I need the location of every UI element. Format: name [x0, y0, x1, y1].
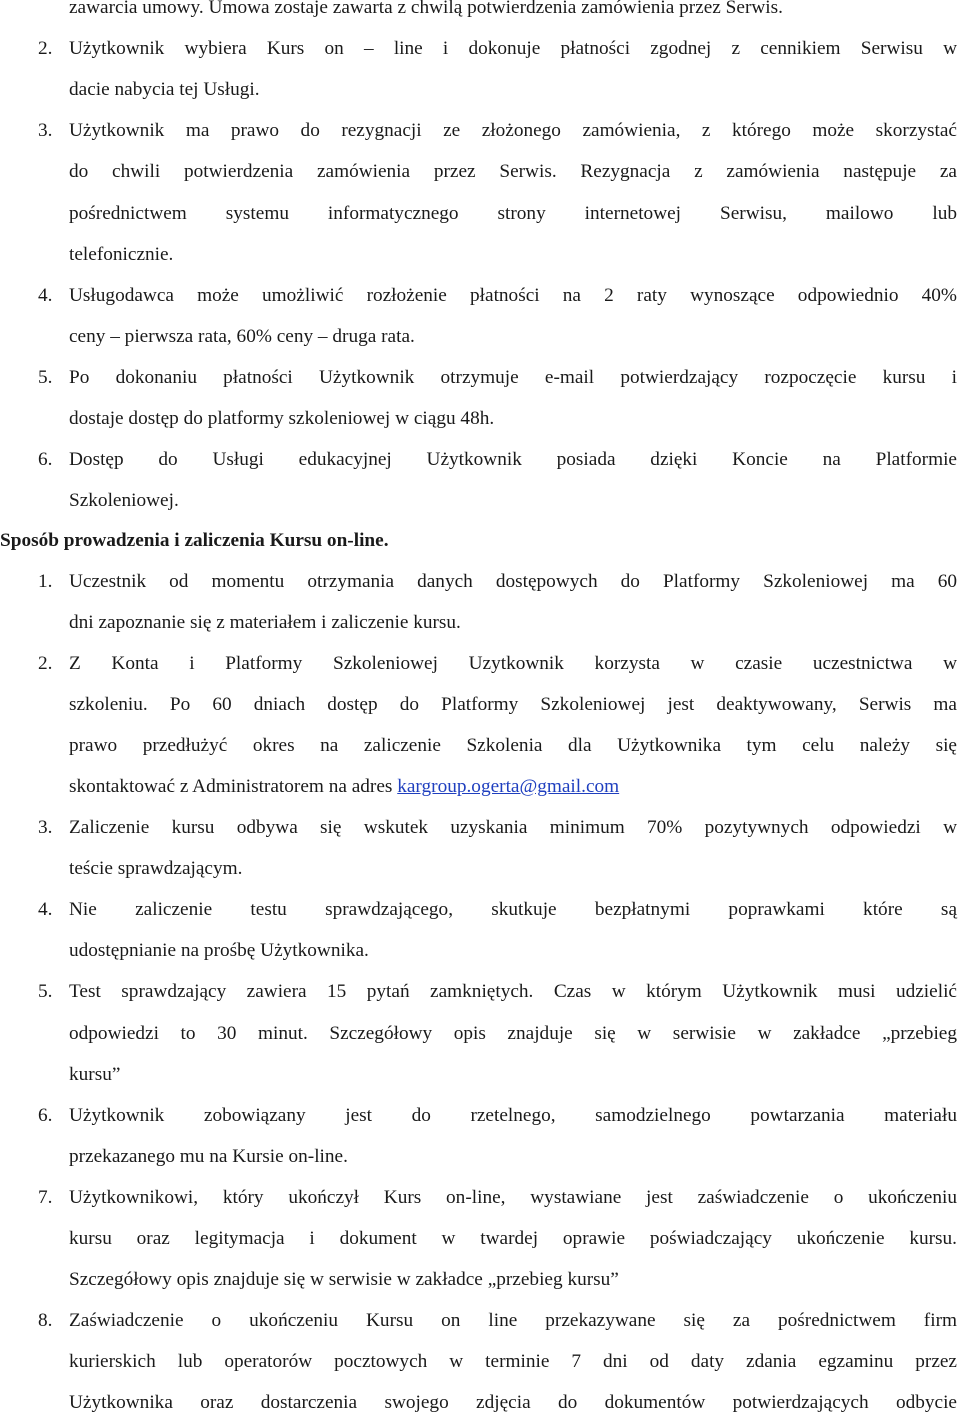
list-item-line [0, 110, 960, 151]
list-item-line [0, 1177, 960, 1218]
list-item-line [0, 848, 960, 889]
list-item-text: Użytkownik zobowiązany jest do rzetelnego, samodzielnego powtarzania materiału [69, 1104, 957, 1126]
list-item-line [0, 1054, 960, 1095]
list-item-line [0, 1341, 960, 1382]
list-item-line [0, 971, 960, 1012]
list-item-number: 6. [38, 449, 53, 471]
list-item-text: Dostęp do Usługi edukacyjnej Użytkownik posiada dzięki Koncie na Platformie [69, 449, 957, 471]
list-item-number: 3. [38, 120, 53, 142]
list-item-text: przekazanego mu na Kursie on-line. [69, 1145, 348, 1167]
list-item-text: odpowiedzi to 30 minut. Szczegółowy opis znajduje się w serwisie w zakładce „przebieg [69, 1022, 957, 1044]
list-item-line [0, 1300, 960, 1341]
list-item-text: Test sprawdzający zawiera 15 pytań zamkniętych. Czas w którym Użytkownik musi udzielić [69, 981, 957, 1003]
list-item-text: Szkoleniowej. [69, 490, 179, 512]
list-item-line [0, 1259, 960, 1300]
list-item-line [0, 193, 960, 234]
list-item-line [0, 1218, 960, 1259]
list-item-line [0, 1013, 960, 1054]
list-item-line [0, 0, 960, 28]
list-item-text: szkoleniu. Po 60 dniach dostęp do Platformy Szkoleniowej jest deaktywowany, Serwis ma [69, 694, 957, 716]
list-item-line [0, 275, 960, 316]
list-item-number: 3. [38, 817, 53, 838]
list-item-line [0, 766, 960, 807]
list-item-line [0, 234, 960, 275]
list-item-line [0, 889, 960, 930]
list-item-number: 7. [38, 1186, 53, 1208]
list-item-text: prawo przedłużyć okres na zaliczenie Szkolenia dla Użytkownika tym celu należy się [69, 735, 957, 757]
list-item-text: telefonicznie. [69, 243, 174, 265]
list-item-text: dacie nabycia tej Usługi. [69, 79, 260, 101]
list-item-text: dostaje dostęp do platformy szkoleniowej w ciągu 48h. [69, 408, 495, 429]
list-item-line [0, 28, 960, 69]
list-item-text: pośrednictwem systemu informatycznego strony internetowej Serwisu, mailowo lub [69, 202, 957, 224]
list-item-text: Użytkownika oraz dostarczenia swojego zdjęcia do dokumentów potwierdzających odbycie [69, 1392, 957, 1414]
section-heading-line [0, 520, 960, 561]
list-item-number: 2. [38, 38, 53, 60]
list-item-text: Zaliczenie kursu odbywa się wskutek uzyskania minimum 70% pozytywnych odpowiedzi w [69, 817, 957, 838]
list-item-line [0, 316, 960, 357]
list-item-number: 6. [38, 1104, 53, 1126]
list-item-text: Zaświadczenie o ukończeniu Kursu on line przekazywane się za pośrednictwem firm [69, 1310, 957, 1332]
list-item-line [0, 561, 960, 602]
list-item-text: Uczestnik od momentu otrzymania danych dostępowych do Platformy Szkoleniowej ma 60 [69, 571, 957, 592]
list-item-line [0, 1136, 960, 1177]
list-item-line [0, 643, 960, 684]
list-item-text: do chwili potwierdzenia zamówienia przez Serwis. Rezygnacja z zamówienia następuje za [69, 161, 957, 183]
list-item-text: Szczegółowy opis znajduje się w serwisie w zakładce „przebieg kursu” [69, 1269, 619, 1291]
list-item-text: kursu” [69, 1063, 121, 1085]
list-item-line [0, 357, 960, 398]
list-item-line [0, 439, 960, 480]
list-item-line [0, 684, 960, 725]
list-item-text: Użytkownik ma prawo do rezygnacji ze złożonego zamówienia, z którego może skorzystać [69, 120, 957, 142]
list-item-number: 2. [38, 653, 53, 675]
list-item-number: 4. [38, 284, 53, 306]
list-item-number: 4. [38, 899, 53, 921]
list-item-text: teście sprawdzającym. [69, 858, 243, 880]
list-item-text: zawarcia umowy. Umowa zostaje zawarta z chwilą potwierdzenia zamówienia przez Serwis. [69, 0, 783, 18]
list-item-text: udostępnianie na prośbę Użytkownika. [69, 940, 369, 962]
list-item-text: kurierskich lub operatorów pocztowych w terminie 7 dni od daty zdania egzaminu przez [69, 1351, 957, 1373]
list-item-line [0, 480, 960, 521]
list-item-number: 5. [38, 981, 53, 1003]
list-item-text [69, 766, 957, 807]
list-item-text: Usługodawca może umożliwić rozłożenie płatności na 2 raty wynoszące odpowiednio 40% [69, 284, 957, 306]
list-item-line [0, 807, 960, 848]
section-heading: Sposób prowadzenia i zaliczenia Kursu on-line. [0, 530, 389, 551]
list-item-line [0, 1382, 960, 1423]
list-item-line [0, 69, 960, 110]
list-item-text: ceny – pierwsza rata, 60% ceny – druga rata. [69, 325, 415, 347]
list-item-number: 5. [38, 366, 53, 388]
email-line-prefix: skontaktować z Administratorem na adres [69, 776, 398, 797]
list-item-text: Nie zaliczenie testu sprawdzającego, skutkuje bezpłatnymi poprawkami które są [69, 899, 957, 921]
list-item-text: Z Konta i Platformy Szkoleniowej Uzytkownik korzysta w czasie uczestnictwa w [69, 653, 957, 675]
list-item-text: Użytkownik wybiera Kurs on – line i dokonuje płatności zgodnej z cennikiem Serwisu w [69, 38, 957, 60]
list-item-text: Po dokonaniu płatności Użytkownik otrzymuje e-mail potwierdzający rozpoczęcie kursu i [69, 366, 957, 388]
list-item-number: 1. [38, 571, 53, 592]
list-item-line [0, 151, 960, 192]
list-item-line [0, 398, 960, 439]
list-item-line [0, 930, 960, 971]
list-item-text: kursu oraz legitymacja i dokument w twardej oprawie poświadczający ukończenie kursu. [69, 1228, 957, 1249]
list-item-line [0, 725, 960, 766]
list-item-number: 8. [38, 1310, 53, 1332]
email-link[interactable]: kargroup.ogerta@gmail.com [397, 776, 620, 797]
list-item-line [0, 602, 960, 643]
list-item-text: Użytkownikowi, który ukończył Kurs on-line, wystawiane jest zaświadczenie o ukończeniu [69, 1186, 957, 1208]
list-item-text: dni zapoznanie się z materiałem i zaliczenie kursu. [69, 612, 461, 634]
list-item-line [0, 1095, 960, 1136]
